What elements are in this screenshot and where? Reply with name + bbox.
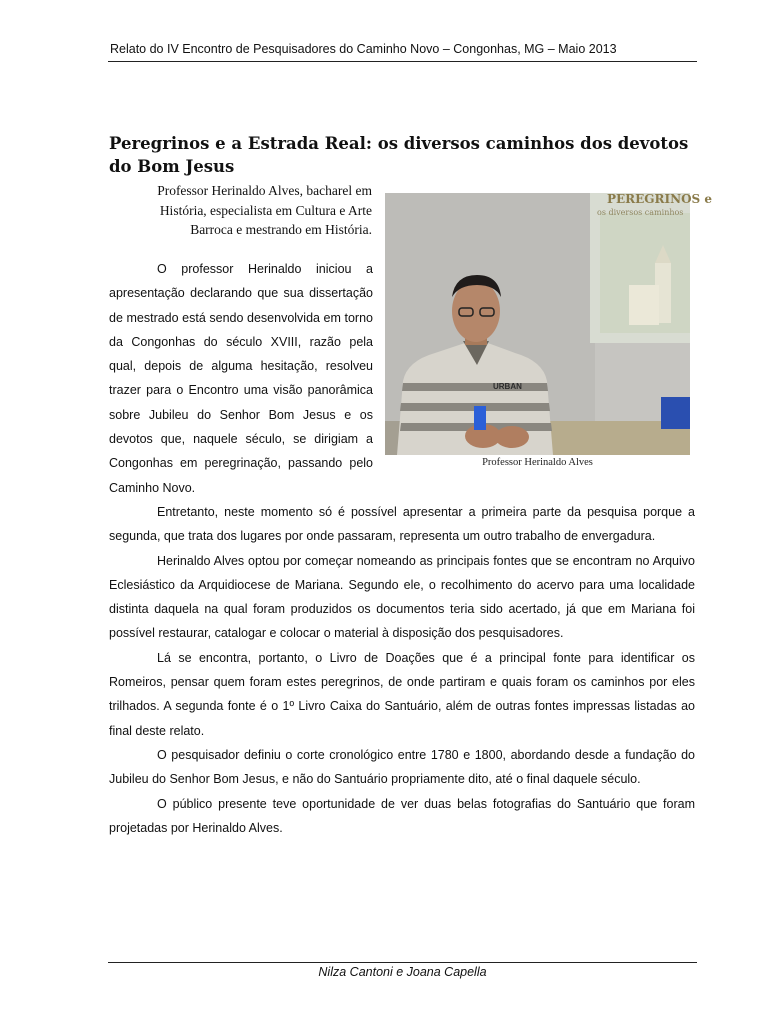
full-width-body [109,500,695,840]
author-note: Professor Herinaldo Alves, bacharel em História, especialista em Cultura e Arte Barroca e mestrando em História. [157,183,372,237]
paragraph: Lá se encontra, portanto, o Livro de Doações que é a principal fonte para identificar os Romeiros, pensar quem foram estes peregrinos, de onde partiram e quais foram os caminhos por eles trilhados. A segunda fonte é o 1º Livro Caixa do Santuário, além de outras fontes impressas listadas ao final deste relato. [109,650,695,738]
paragraph: Herinaldo Alves optou por começar nomeando as principais fontes que se encontram no Arquivo Eclesiástico da Arquidiocese de Mariana. Segundo ele, o recolhimento do acervo para uma localidade distinta daquela na qual foram produzidos os documentos teria sido acertado, já que em Mariana foi possível restaurar, catalogar e colocar o material à disposição dos pesquisadores. [109,553,695,641]
article-title: Peregrinos e a Estrada Real: os diversos caminhos dos devotos do Bom Jesus [109,134,689,176]
paragraph: O professor Herinaldo iniciou a apresentação declarando que sua dissertação de mestrado está sendo desenvolvida em torno da Congonhas do século XVIII, razão pela qual, depois de alguma hesitação, resolveu trazer para o Encontro uma visão panorâmica sobre Jubileu do Senhor Bom Jesus e os devotos que, naquele século, se dirigiam a Congonhas em peregrinação, passando pelo Caminho Novo. [109,262,373,495]
photo-caption: Professor Herinaldo Alves [482,457,593,468]
paragraph: O público presente teve oportunidade de ver duas belas fotografias do Santuário que foram projetadas por Herinaldo Alves. [109,796,695,835]
speaker-photo [385,192,713,455]
projected-slide-subtitle: os diversos caminhos [597,208,684,217]
paragraph: O pesquisador definiu o corte cronológico entre 1780 e 1800, abordando desde a fundação do Jubileu do Senhor Bom Jesus, e não do Santuário propriamente dito, até o final daquele século. [109,747,695,787]
shirt-print-text: URBAN [493,382,522,391]
footer-authors: Nilza Cantoni e Joana Capella [318,965,487,979]
header-title: Relato do IV Encontro de Pesquisadores do Caminho Novo – Congonhas, MG – Maio 2013 [110,42,617,56]
header-divider [108,61,697,62]
footer-divider [108,962,697,963]
paragraph: Entretanto, neste momento só é possível apresentar a primeira parte da pesquisa porque a segunda, que trata dos lugares por onde passaram, representa um outro trabalho de envergadura. [109,505,695,544]
wrapped-column [109,257,373,500]
projected-slide-title: PEREGRINOS e [607,192,713,206]
